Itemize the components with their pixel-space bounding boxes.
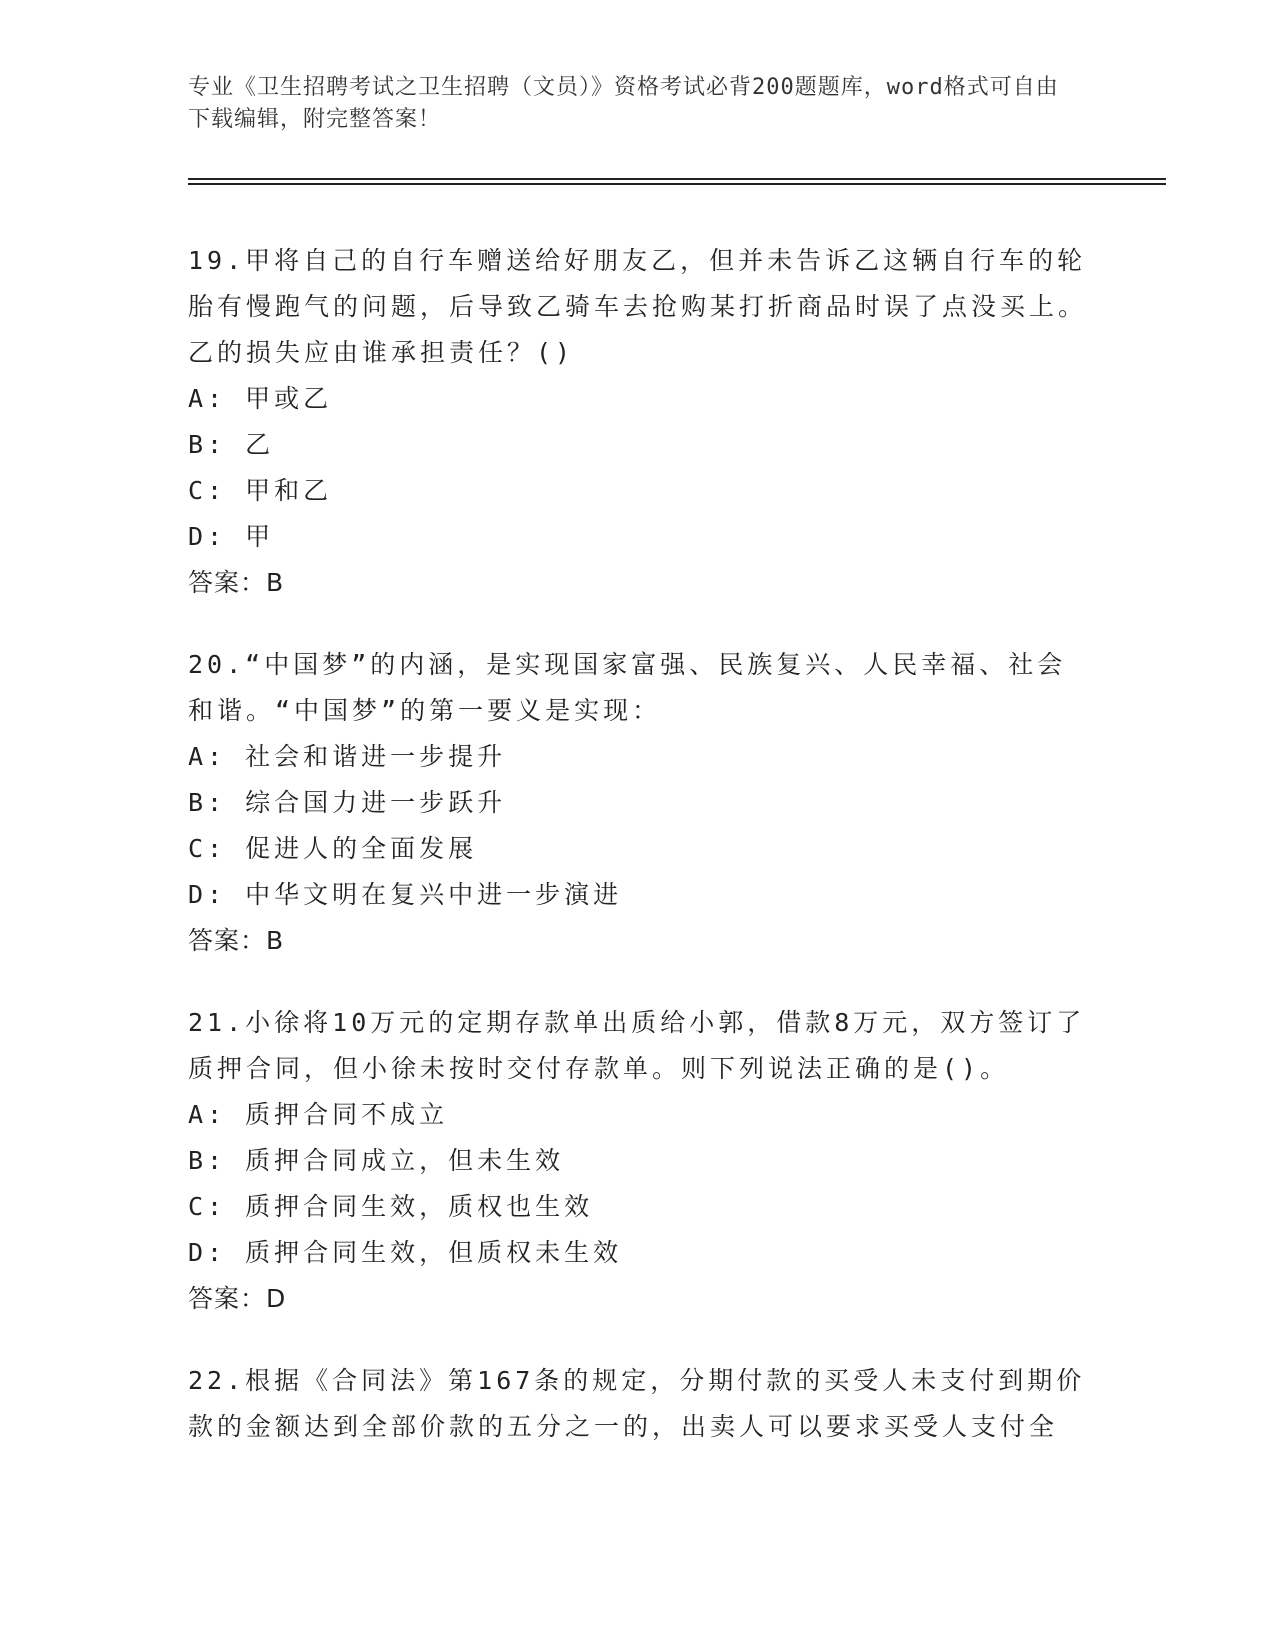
question-text: 21.小徐将10万元的定期存款单出质给小郭，借款8万元，双方签订了质押合同，但小徐未按时交付存款单。则下列说法正确的是()。 [188,1008,1086,1083]
question-22 [188,1358,1088,1450]
option-d [188,872,1088,918]
option-letter: B: [188,430,227,459]
option-letter: B: [188,788,227,817]
option-text: 促进人的全面发展 [245,834,478,863]
option-a [188,1092,1088,1138]
question-20 [188,642,1088,964]
option-d [188,514,1088,560]
question-21 [188,1000,1088,1322]
option-a [188,376,1088,422]
question-text: 20.“中国梦”的内涵，是实现国家富强、民族复兴、人民幸福、社会和谐。“中国梦”的第一要义是实现： [188,650,1067,725]
option-c [188,826,1088,872]
question-list [188,238,1088,1486]
option-letter: A: [188,742,227,771]
question-text: 22.根据《合同法》第167条的规定，分期付款的买受人未支付到期价款的金额达到全部价款的五分之一的，出卖人可以要求买受人支付全 [188,1366,1086,1441]
option-letter: B: [188,1146,227,1175]
header-title: 专业《卫生招聘考试之卫生招聘（文员）》资格考试必背200题题库，word格式可自由下载编辑，附完整答案！ [188,75,1059,132]
document-header [188,72,1068,136]
option-letter: D: [188,522,227,551]
option-text: 质押合同生效，但质权未生效 [245,1238,623,1267]
option-a [188,734,1088,780]
option-letter: C: [188,476,227,505]
header-rule-bottom [188,183,1166,185]
option-letter: A: [188,384,227,413]
question-text: 19.甲将自己的自行车赠送给好朋友乙，但并未告诉乙这辆自行车的轮胎有慢跑气的问题，后导致乙骑车去抢购某打折商品时误了点没买上。乙的损失应由谁承担责任？() [188,246,1088,367]
answer-line: 答案：D [188,1284,287,1313]
answer-line: 答案：B [188,926,285,955]
option-text: 质押合同不成立 [245,1100,449,1129]
option-text: 社会和谐进一步提升 [245,742,507,771]
option-text: 甲或乙 [245,384,333,413]
option-b [188,1138,1088,1184]
option-d [188,1230,1088,1276]
option-b [188,780,1088,826]
option-letter: D: [188,1238,227,1267]
option-text: 综合国力进一步跃升 [245,788,507,817]
option-b [188,422,1088,468]
option-text: 甲 [245,522,275,551]
question-19 [188,238,1088,606]
option-c [188,1184,1088,1230]
option-text: 乙 [245,430,275,459]
option-letter: D: [188,880,227,909]
option-text: 中华文明在复兴中进一步演进 [245,880,623,909]
header-rule-top [188,178,1166,180]
option-c [188,468,1088,514]
answer-line: 答案：B [188,568,285,597]
option-letter: C: [188,834,227,863]
option-text: 甲和乙 [245,476,333,505]
option-text: 质押合同生效，质权也生效 [245,1192,594,1221]
option-letter: C: [188,1192,227,1221]
option-letter: A: [188,1100,227,1129]
option-text: 质押合同成立，但未生效 [245,1146,565,1175]
